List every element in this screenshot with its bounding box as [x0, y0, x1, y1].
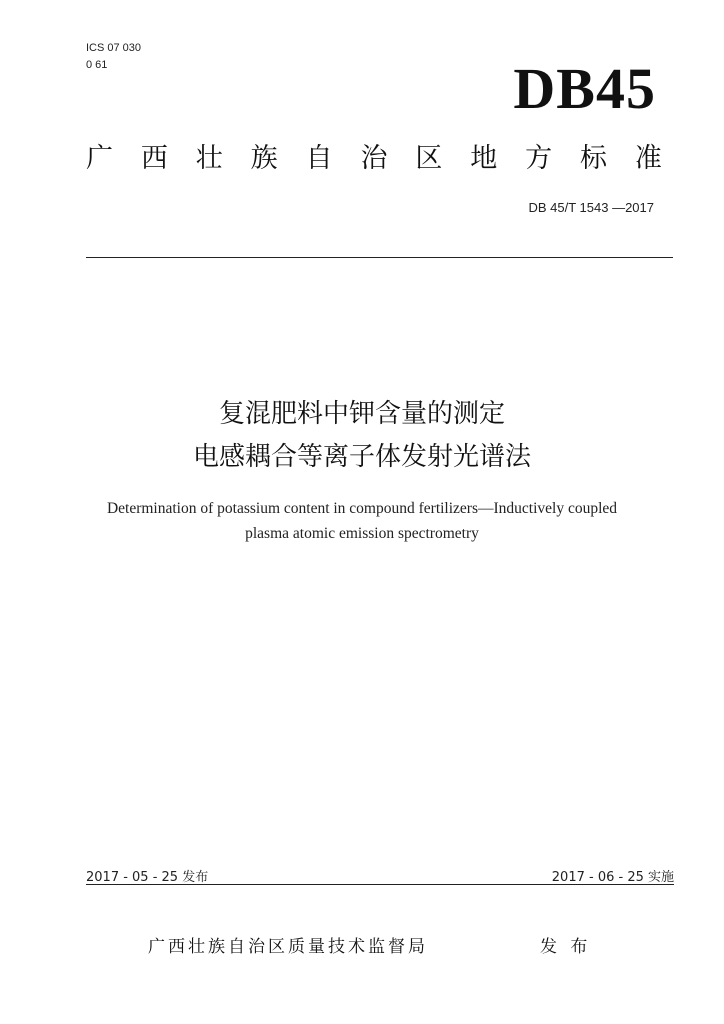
- issuing-authority: 广西壮族自治区质量技术监督局: [148, 937, 428, 957]
- title-char: 广: [86, 143, 113, 174]
- document-title-chinese: [0, 393, 724, 479]
- standard-number: DB 45/T 1543 —2017: [528, 200, 654, 215]
- title-char: 地: [470, 143, 498, 174]
- bottom-divider: [86, 884, 674, 885]
- top-divider: [86, 257, 673, 258]
- implementation-date: 2017 - 06 - 25 实施: [551, 870, 674, 885]
- title-char: 族: [250, 143, 278, 174]
- db45-logo: DB45: [513, 56, 656, 121]
- title-char: 准: [634, 143, 662, 174]
- ics-code: ICS 07 030: [86, 42, 142, 54]
- standard-category-title: [86, 143, 662, 175]
- title-char: 标: [580, 143, 608, 174]
- title-char: 壮: [195, 143, 223, 174]
- issue-label: 发 布: [540, 937, 592, 957]
- document-title-english: [40, 496, 684, 546]
- title-char: 治: [360, 143, 388, 174]
- title-cn-line-1: 复混肥料中钾含量的测定: [218, 399, 505, 429]
- classification-codes: [86, 40, 141, 74]
- title-en-line-2: plasma atomic emission spectrometry: [245, 525, 479, 542]
- title-char: 方: [525, 143, 553, 174]
- title-char: 西: [140, 143, 168, 174]
- title-char: 自: [305, 143, 333, 174]
- title-cn-line-2: 电感耦合等离子体发射光谱法: [192, 442, 531, 472]
- ccs-code: 0 61: [86, 59, 108, 71]
- title-en-line-1: Determination of potassium content in compound fertilizers—Inductively coupled: [106, 500, 618, 517]
- issue-date: 2017 - 05 - 25 发布: [86, 870, 209, 885]
- title-char: 区: [415, 143, 443, 174]
